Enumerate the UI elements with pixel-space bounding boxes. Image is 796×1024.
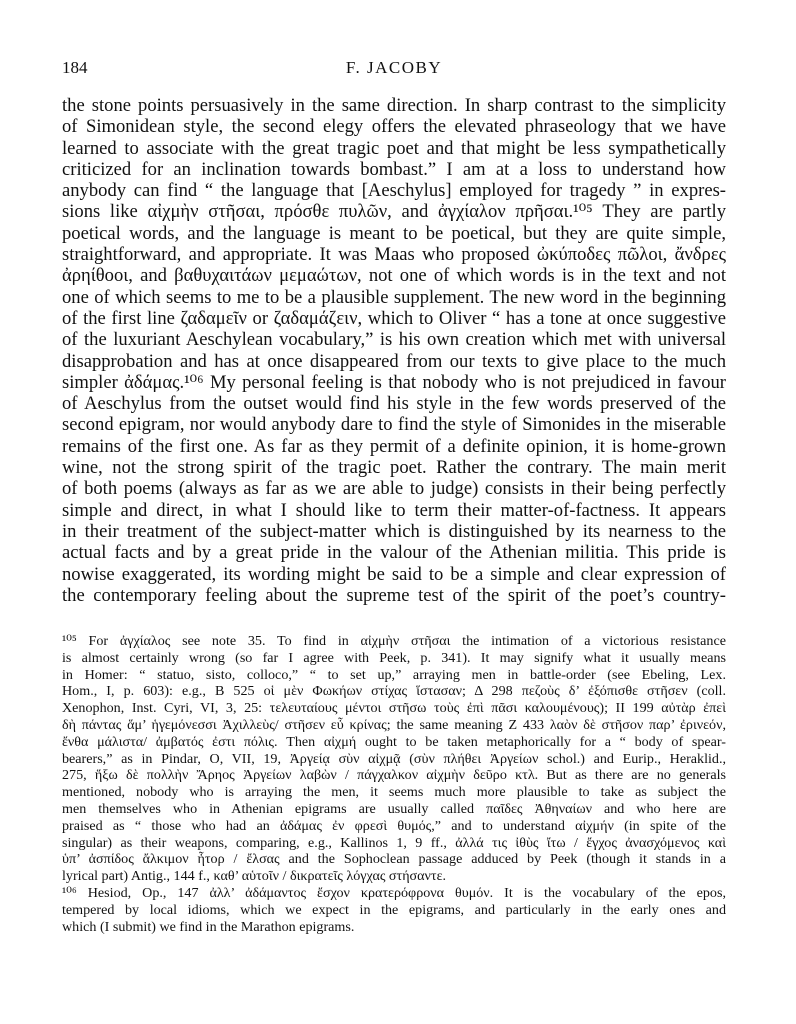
footnote-line: Xenophon, Inst. Cyri, VI, 3, 25: τελευταίους μέντοι στῆσω τοὺς ἐπὶ πᾶσι καλουμένους); II 199 αὐτὰρ ἐπεὶ — [62, 700, 726, 717]
body-text — [62, 95, 726, 606]
body-line: one of which seems to me to be a plausible supplement. The new word in the beginning — [62, 286, 726, 308]
body-line: remains of the first one. As far as they permit of a definite opinion, it is home-grown — [62, 435, 726, 457]
body-line: ἀρηίθοοι, and βαθυχαιτάων μεμαώτων, not one of which words is in the text and not — [62, 265, 726, 287]
footnote-line: Hom., I, p. 603): e.g., B 525 οἱ μὲν Φωκήων στίχας ἵστασαν; Δ 298 πεζοὺς δ’ ἐξόπισθε στῆσεν (coll. — [62, 683, 726, 700]
footnotes — [62, 633, 726, 935]
body-line: simpler ἀδάμας.¹⁰⁶ My personal feeling is that nobody who is not prejudiced in favour — [62, 371, 726, 393]
footnote-line: singular) as their weapons, comparing, e.g., Kallinos 1, 9 ff., ἀλλά τις ἰθὺς ἴτω / ἔγχος ἀνασχόμενος καὶ — [62, 834, 726, 851]
footnote-line: ¹⁰⁶ Hesiod, Op., 147 ἀλλ’ ἀδάμαντος ἔσχον κρατερόφρονα θυμόν. It is the vocabulary of the epos, — [62, 884, 726, 901]
footnote-line: bearers,” as in Pindar, O, VII, 19, Ἀργείᾳ σὺν αἰχμᾷ (σὺν πλήθει Ἀργείων schol.) and Eurip., Heraklid., — [62, 750, 726, 767]
running-title: F. JACOBY — [345, 58, 443, 77]
body-line: disapprobation and has at once disappeared from our texts to give place to the much — [62, 350, 726, 372]
footnote-line: mentioned, nobody who is arraying the men, it seems much more plausible to take as subject the — [62, 784, 726, 801]
footnote-line: ὑπ’ ἀσπίδος ἄλκιμον ἦτορ / ἔλσας and the Sophoclean passage adduced by Peek (though it stands in a — [62, 851, 726, 868]
body-line: wine, not the strong spirit of the tragic poet. Rather the contrary. The main merit — [62, 457, 726, 479]
body-line: of Simonidean style, the second elegy offers the elevated phraseology that we have — [62, 116, 726, 138]
footnote-line: praised as “ those who had an ἀδάμας ἐν φρεσὶ θυμός,” and to understand αἰχμήν (in spite of the — [62, 817, 726, 834]
footnote-line: tempered by local idioms, which we expect in the epigrams, and particularly in the early ones and — [62, 901, 726, 918]
page-number: 184 — [62, 58, 88, 77]
footnote-line: is almost certainly wrong (so far I agree with Peek, p. 341). It may signify what it usually means — [62, 649, 726, 666]
footnote-line: ¹⁰⁵ For ἀγχίαλος see note 35. To find in αἰχμὴν στῆσαι the intimation of a victorious resistance — [62, 633, 726, 649]
page-header — [62, 58, 726, 82]
body-line: straightforward, and appropriate. It was Maas who proposed ὠκύποδες πῶλοι, ἄνδρες — [62, 244, 726, 266]
body-line: simple and direct, in what I should like to term their matter-of-factness. It appears — [62, 499, 726, 521]
body-line: of both poems (always as far as we are able to judge) consists in their being perfectly — [62, 478, 726, 500]
body-line: second epigram, nor would anybody dare to find the style of Simonides in the miserable — [62, 414, 726, 436]
body-line: nowise exaggerated, its wording might be said to be a simple and clear expression of — [62, 563, 726, 585]
body-line: poetical words, and the language is meant to be poetical, but they are quite simple, — [62, 222, 726, 244]
footnote-line: in Homer: “ statuo, sisto, colloco,” “ to set up,” arraying men in battle-order (see Ebeling, Lex. — [62, 666, 726, 683]
body-line: criticized for an inclination towards bombast.” I am at a loss to understand how — [62, 158, 726, 180]
body-line: of Aeschylus from the outset would find his style in the few words preserved of the — [62, 393, 726, 415]
body-line: learned to associate with the great tragic poet and that might be less sympathetically — [62, 137, 726, 159]
body-line: sions like αἰχμὴν στῆσαι, πρόσθε πυλῶν, and ἀγχίαλον πρῆσαι.¹⁰⁵ They are partly — [62, 201, 726, 223]
footnote-line: which (I submit) we find in the Marathon epigrams. — [62, 918, 355, 935]
body-line: of the first line ζαδαμεῖν or ζαδαμάζειν, which to Oliver “ has a tone at once suggestive — [62, 307, 726, 329]
footnote-line: ἔνθα μάλιστα/ ἀμβατός ἐστι πόλις. Then αἰχμή ought to be taken metaphorically for a “ body of spear- — [62, 733, 726, 750]
footnote-line: lyrical part) Antig., 144 f., καθ’ αὑτοῖν / δικρατεῖς λόγχας στήσαντε. — [62, 868, 447, 885]
body-line: the contemporary feeling about the supreme test of the spirit of the poet’s country- — [62, 584, 726, 606]
footnote-line: 275, ἥξω δὲ πολλὴν Ἄρηος Ἀργείων λαβὼν / πάγχαλκον αἰχμὴν δεῦρο κτλ. But as there are no generals — [62, 767, 726, 784]
body-line: actual facts and by a great pride in the valour of the Athenian militia. This pride is — [62, 542, 726, 564]
body-line: the stone points persuasively in the same direction. In sharp contrast to the simplicity — [62, 95, 726, 116]
body-line: in their treatment of the subject-matter which is distinguished by its nearness to the — [62, 520, 726, 542]
body-line: of the luxuriant Aeschylean vocabulary,” is his own creation which met with universal — [62, 329, 726, 351]
footnote-line: δὴ πάντας ἅμ’ ἡγεμόνεσσι Ἀχιλλεὺς/ στῆσεν εὖ κρίνας; the same meaning Z 433 λαὸν δὲ στῆσον παρ’ ἐρινεόν, — [62, 716, 726, 733]
footnote-line: men themselves who in Athenian epigrams are usually called παῖδες Ἀθηναίων and who here are — [62, 800, 726, 817]
body-line: anybody can find “ the language that [Aeschylus] employed for tragedy ” in expres- — [62, 180, 726, 202]
